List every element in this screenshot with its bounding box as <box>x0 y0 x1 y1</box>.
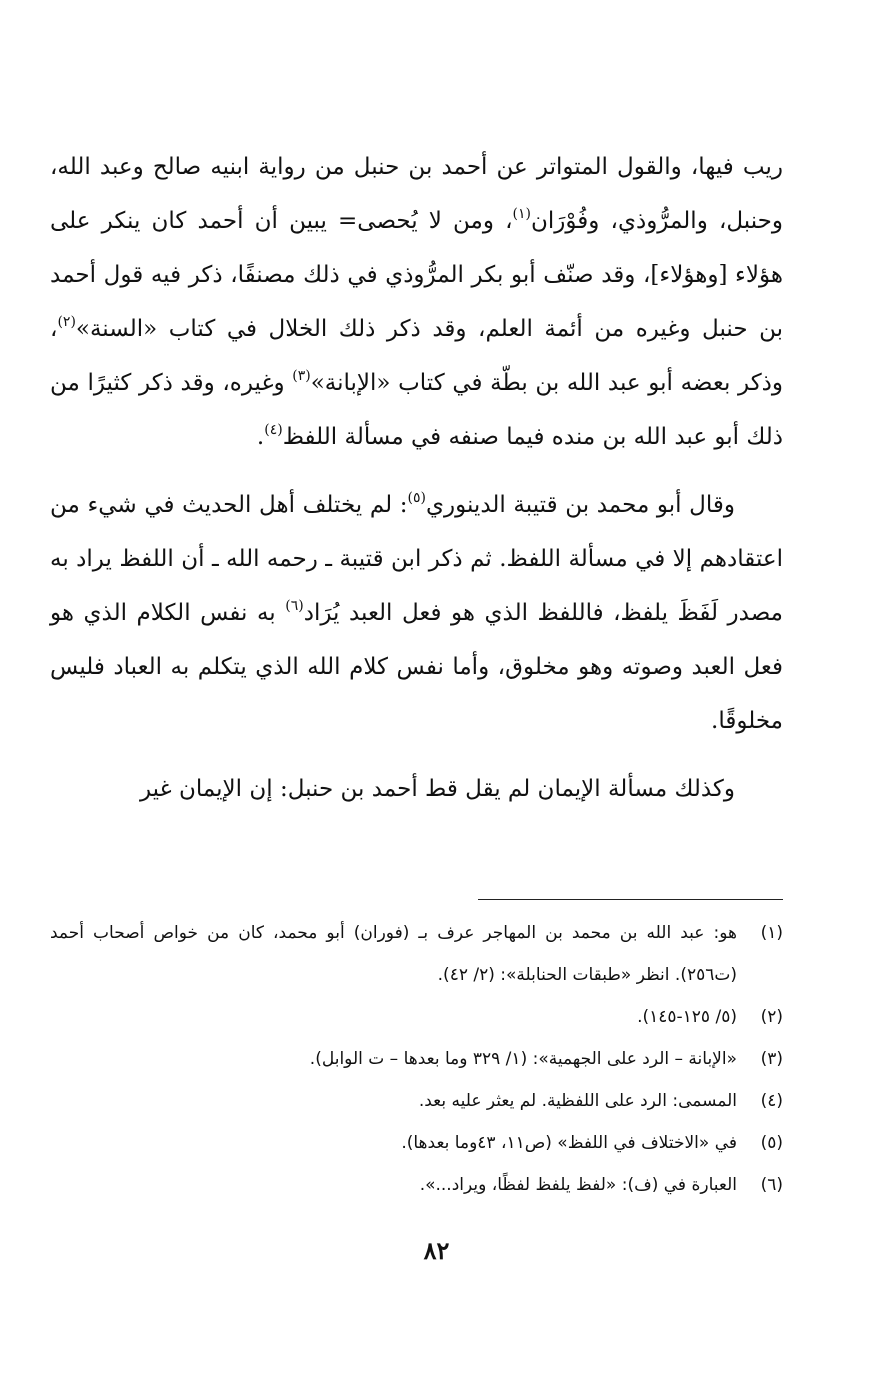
footnote-text: هو: عبد الله بن محمد بن المهاجر عرف بـ (فوران) أبو محمد، كان من خواص أصحاب أحمد (ت٢٥٦). انظر «طبقات الحنابلة»: (٢/ ٤٢). <box>50 923 737 985</box>
main-text <box>50 140 783 816</box>
footnote-2 <box>50 996 783 1038</box>
footnote-number: (١) <box>760 923 783 943</box>
footnote-ref-3[interactable]: (٣) <box>292 368 311 384</box>
footnote-text: المسمى: الرد على اللفظية. لم يعثر عليه بعد. <box>418 1091 737 1111</box>
paragraph-2-text-3: به نفس الكلام الذي هو فعل العبد وصوته وهو مخلوق، وأما نفس كلام الله الذي يتكلم به العباد فليس مخلوقًا. <box>50 600 783 734</box>
footnote-text: «الإبانة – الرد على الجهمية»: (١/ ٣٢٩ وما بعدها – ت الوابل). <box>309 1049 737 1069</box>
footnote-ref-4[interactable]: (٤) <box>264 422 283 438</box>
footnote-number: (٤) <box>760 1091 783 1111</box>
footnote-4 <box>50 1080 783 1122</box>
footnote-number: (٢) <box>760 1007 783 1027</box>
footnote-separator <box>478 899 783 900</box>
footnote-5 <box>50 1122 783 1164</box>
footnote-number: (٦) <box>760 1175 783 1195</box>
footnote-ref-5[interactable]: (٥) <box>407 490 426 506</box>
paragraph-1 <box>50 140 783 464</box>
footnote-3 <box>50 1038 783 1080</box>
paragraph-1-text-2: ، ومن لا يُحصى= يبين أن أحمد كان ينكر على هؤلاء [وهؤلاء]، وقد صنّف أبو بكر المرُّوذي في ذلك مصنفًا، ذكر فيه قول أحمد بن حنبل وغيره من أئمة العلم، وقد ذكر ذلك الخلال في كتاب «السنة» <box>50 208 783 342</box>
footnote-1 <box>50 912 783 996</box>
footnote-text: العبارة في (ف): «لفظ يلفظ لفظًا، ويراد...». <box>419 1175 737 1195</box>
footnotes <box>50 912 783 1206</box>
paragraph-2 <box>50 478 783 748</box>
paragraph-3: وكذلك مسألة الإيمان لم يقل قط أحمد بن حنبل: إن الإيمان غير <box>139 776 735 802</box>
paragraph-1-text-4: وغيره، وقد ذكر كثيرًا من ذلك أبو عبد الله بن منده فيما صنفه في مسألة اللفظ <box>50 370 783 450</box>
paragraph-2-text-1: وقال أبو محمد بن قتيبة الدينوري <box>426 492 736 518</box>
paragraph-1-text-5: . <box>256 424 265 450</box>
footnote-ref-1[interactable]: (١) <box>512 206 532 222</box>
footnote-ref-2[interactable]: (٢) <box>57 314 76 330</box>
paragraph-1-text-3: ، وذكر بعضه أبو عبد الله بن بطّة في كتاب «الإبانة» <box>50 316 783 396</box>
footnote-6 <box>50 1164 783 1206</box>
footnote-number: (٣) <box>760 1049 783 1069</box>
paragraph-1-text-1: ريب فيها، والقول المتواتر عن أحمد بن حنبل من رواية ابنيه صالح وعبد الله، وحنبل، والمرُّوذي، وفُوْرَان <box>50 154 783 234</box>
footnote-text: (٥/ ١٢٥-١٤٥). <box>637 1007 737 1027</box>
paragraph-2-text-2: : لم يختلف أهل الحديث في شيء من اعتقادهم إلا في مسألة اللفظ. ثم ذكر ابن قتيبة ـ رحمه الله ـ أن اللفظ يراد به مصدر لَفَظَ يلفظ، فاللفظ الذي هو فعل العبد يُرَاد <box>50 492 783 626</box>
footnote-number: (٥) <box>760 1133 783 1153</box>
footnote-text: في «الاختلاف في اللفظ» (ص١١، ٤٣وما بعدها). <box>401 1133 737 1153</box>
footnote-ref-6[interactable]: (٦) <box>285 598 304 614</box>
page-number: ٨٢ <box>423 1236 450 1265</box>
